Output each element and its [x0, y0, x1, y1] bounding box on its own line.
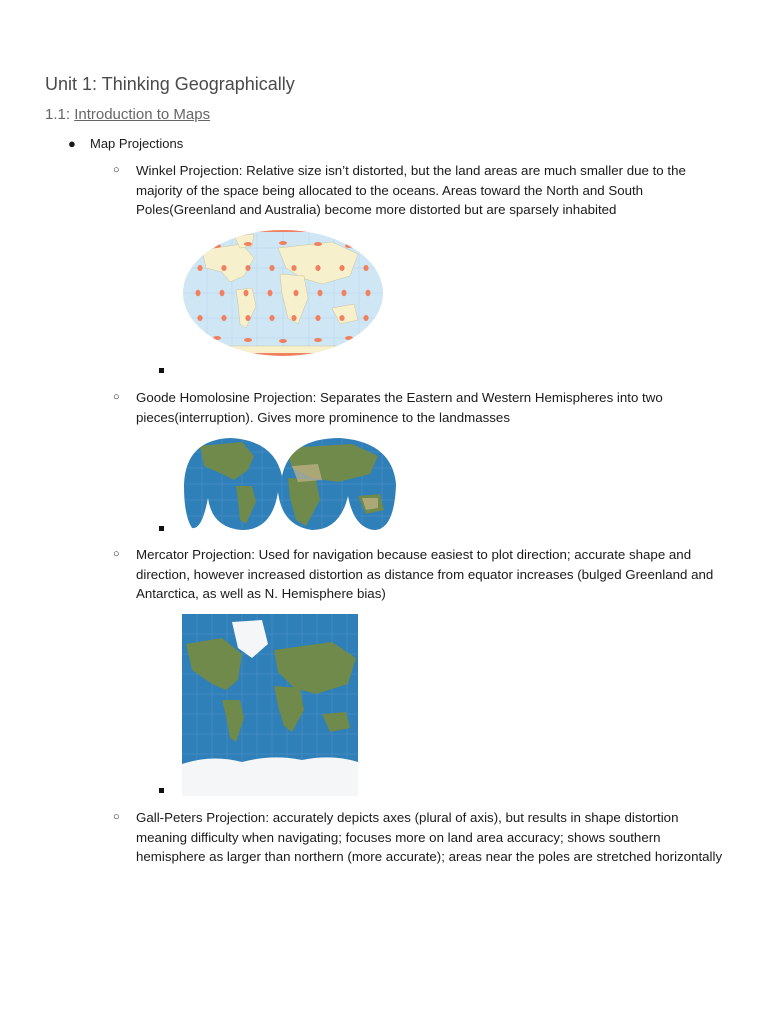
circle-bullet-icon: ○ — [113, 548, 120, 560]
goode-map-image — [182, 436, 398, 532]
projection-description: Gall-Peters Projection: accurately depicts axes (plural of axis), but results in shape distortion meaning difficulty when navigating; focuses more on land area accuracy; shows southern hemisphere as larger than northern (more accurate); areas near the poles are stretched horizontally — [136, 810, 723, 865]
page-title: Unit 1: Thinking Geographically — [45, 74, 295, 94]
circle-bullet-icon: ○ — [113, 811, 120, 823]
projection-description: Winkel Projection: Relative size isn’t distorted, but the land areas are much smaller due to the majority of the space being allocated to the oceans. Areas toward the North and South Poles(Greenland and Australia) become more distorted but are sparsely inhabited — [136, 163, 686, 218]
mercator-map-image — [182, 614, 358, 796]
bullet-icon: ● — [68, 136, 76, 151]
square-bullet-icon — [159, 788, 164, 793]
circle-bullet-icon: ○ — [113, 164, 120, 176]
projection-description: Goode Homolosine Projection: Separates the Eastern and Western Hemispheres into two pieces(interruption). Gives more prominence to the landmasses — [136, 390, 663, 425]
square-bullet-icon — [159, 368, 164, 373]
projection-description: Mercator Projection: Used for navigation because easiest to plot direction; accurate shape and direction, however increased distortion as distance from equator increases (bulged Greenland and Antarctica, as well as N. Hemisphere bias) — [136, 547, 714, 602]
section-title-link[interactable]: Introduction to Maps — [74, 106, 211, 123]
section-number: 1.1: — [45, 106, 75, 123]
list-item-label: Map Projections — [90, 136, 184, 151]
square-bullet-icon — [159, 526, 164, 531]
winkel-map-image — [182, 228, 384, 358]
circle-bullet-icon: ○ — [113, 391, 120, 403]
section-heading — [45, 106, 210, 123]
